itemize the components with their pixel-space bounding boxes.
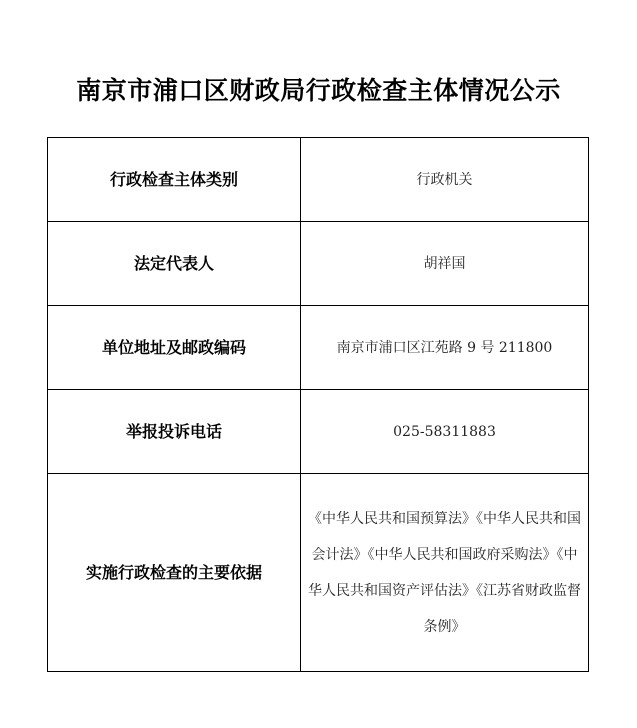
legal-representative-label: 法定代表人 [48,222,301,306]
legal-basis-value [301,474,589,672]
inspection-category-value [301,138,589,222]
legal-basis-label: 实施行政检查的主要依据 [48,474,301,672]
address-postcode-value [301,306,589,390]
info-table [47,137,589,672]
complaint-phone-value [301,390,589,474]
page-title: 南京市浦口区财政局行政检查主体情况公示 [76,76,561,105]
legal-representative-value [301,222,589,306]
legal-representative-text: 胡祥国 [423,255,466,272]
inspection-category-label: 行政检查主体类别 [48,138,301,222]
table-row-inspection-category [48,138,589,222]
table-row-legal-representative [48,222,589,306]
table-row-legal-basis [48,474,589,672]
complaint-phone-text: 025-58311883 [393,423,496,440]
address-postcode-label: 单位地址及邮政编码 [48,306,301,390]
inspection-category-text: 行政机关 [416,171,473,188]
complaint-phone-label: 举报投诉电话 [48,390,301,474]
address-postcode-text: 南京市浦口区江苑路 9 号 211800 [336,339,553,356]
table-row-address-postcode [48,306,589,390]
table-row-complaint-phone [48,390,589,474]
legal-basis-text: 《中华人民共和国预算法》《中华人民共和国会计法》《中华人民共和国政府采购法》《中华人民共和国资产评估法》《江苏省财政监督条例》 [308,510,581,635]
